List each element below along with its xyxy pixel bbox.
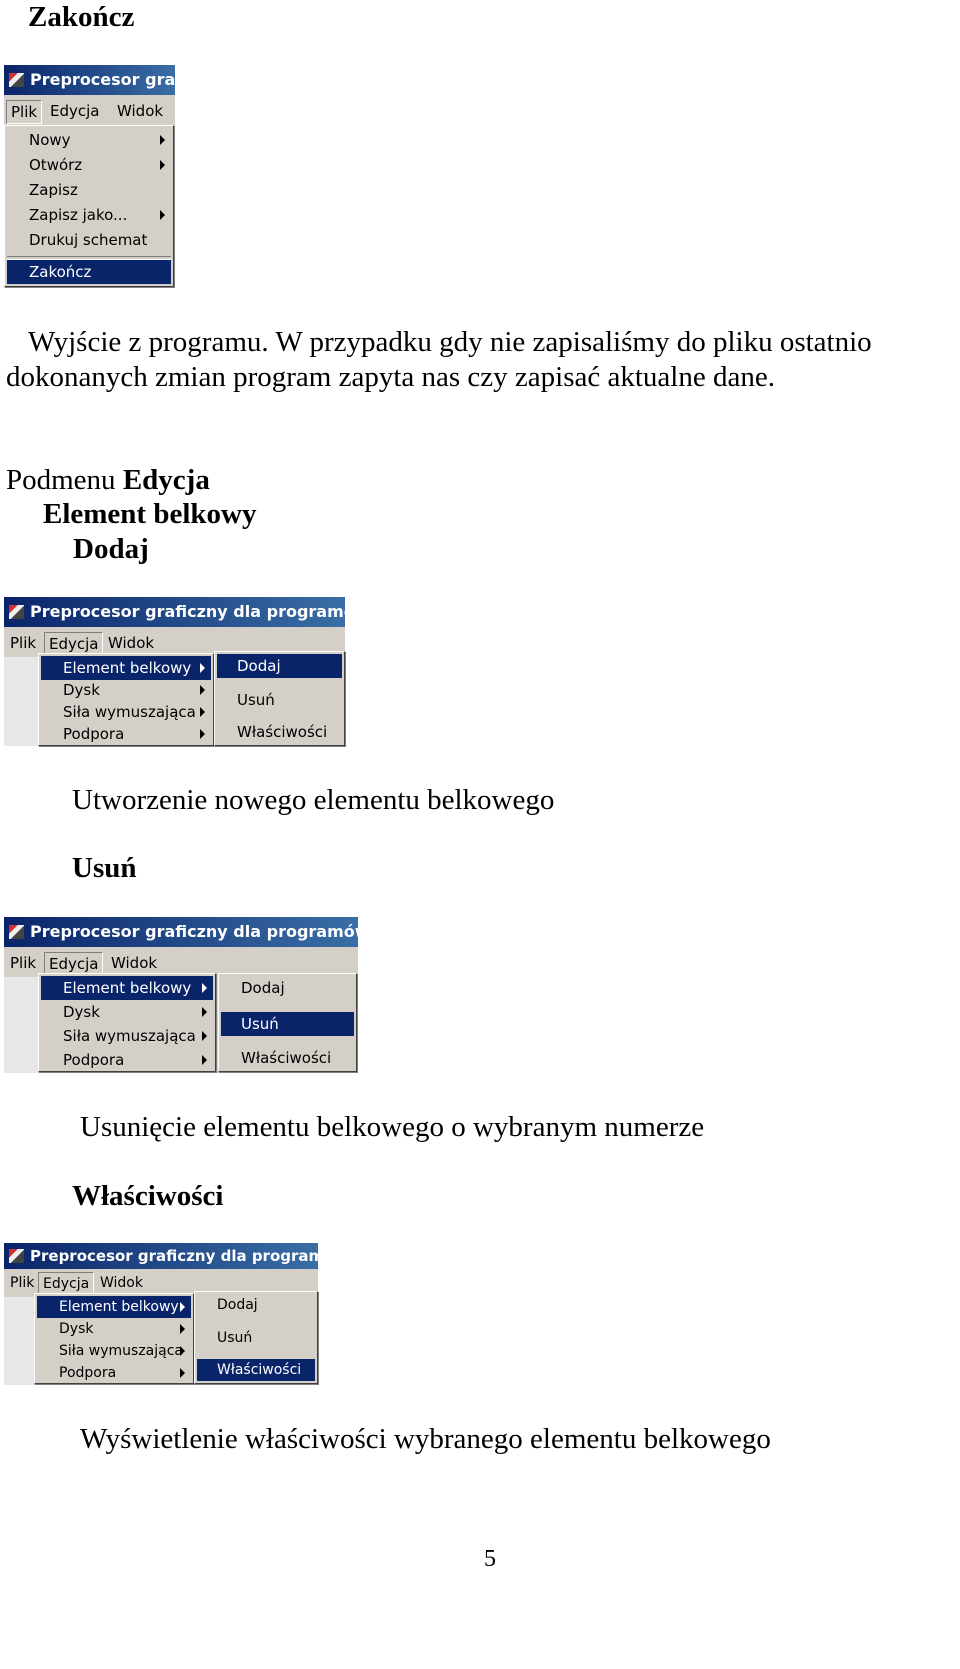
menu-item-sila-wymuszajaca[interactable]: Siła wymuszająca	[41, 700, 211, 724]
menu-edycja[interactable]: Edycja	[38, 1272, 94, 1296]
submenu-item-dodaj[interactable]: Dodaj	[217, 654, 342, 678]
app-icon	[9, 925, 24, 939]
desc-zakoncz-line1: Wyjście z programu. W przypadku gdy nie zapisaliśmy do pliku ostatnio	[28, 326, 872, 358]
edycja-dropdown	[38, 653, 214, 746]
submenu-item-usun[interactable]: Usuń	[237, 691, 275, 709]
submenu-item-usun[interactable]: Usuń	[221, 1012, 354, 1036]
menu-plik[interactable]: Plik	[10, 954, 37, 972]
screenshot-usun	[4, 917, 405, 1073]
podmenu-heading: Podmenu Edycja	[6, 464, 210, 496]
menu-item-dysk[interactable]: Dysk	[41, 1000, 213, 1024]
submenu-arrow-icon	[200, 729, 205, 739]
menu-widok[interactable]: Widok	[100, 1275, 143, 1291]
submenu-arrow-icon	[202, 1031, 207, 1041]
desc-zakoncz-line2: dokonanych zmian program zapyta nas czy zapisać aktualne dane.	[6, 361, 775, 393]
menu-item-sila-wymuszajaca[interactable]: Siła wymuszająca	[41, 1024, 213, 1048]
submenu-arrow-icon	[160, 210, 165, 220]
screenshot-wlasciwosci	[4, 1243, 376, 1385]
dodaj-heading: Dodaj	[73, 533, 149, 565]
submenu-arrow-icon	[160, 135, 165, 145]
menu-item-zapisz-jako[interactable]: Zapisz jako...	[7, 203, 171, 227]
menu-bar	[4, 95, 175, 125]
submenu-arrow-icon	[200, 707, 205, 717]
plik-dropdown	[4, 125, 174, 287]
desc-usun: Usunięcie elementu belkowego o wybranym numerze	[80, 1111, 705, 1143]
submenu-item-wlasciwosci[interactable]: Właściwości	[241, 1049, 332, 1067]
window-title: Preprocesor graficzny dla programów NLI	[4, 917, 358, 947]
menu-widok[interactable]: Widok	[111, 954, 158, 972]
menu-item-element-belkowy[interactable]: Element belkowy	[41, 976, 213, 1000]
usun-heading: Usuń	[72, 852, 137, 884]
submenu-item-usun[interactable]: Usuń	[217, 1330, 253, 1346]
menu-item-zakoncz[interactable]: Zakończ	[7, 260, 171, 284]
menu-item-dysk[interactable]: Dysk	[37, 1318, 191, 1340]
desc-dodaj: Utworzenie nowego elementu belkowego	[72, 784, 555, 816]
submenu-arrow-icon	[200, 685, 205, 695]
app-icon	[9, 605, 24, 619]
screenshot-dodaj	[4, 597, 399, 746]
submenu-arrow-icon	[180, 1368, 185, 1378]
app-icon	[9, 1249, 24, 1263]
app-icon	[9, 73, 24, 87]
menu-edycja[interactable]: Edycja	[50, 102, 100, 120]
menu-item-zapisz[interactable]: Zapisz	[29, 181, 78, 199]
submenu-arrow-icon	[202, 1007, 207, 1017]
menu-item-podpora[interactable]: Podpora	[41, 1048, 213, 1072]
submenu-item-dodaj[interactable]: Dodaj	[217, 1297, 258, 1313]
element-belkowy-submenu	[218, 973, 357, 1072]
submenu-arrow-icon	[180, 1324, 185, 1334]
desc-wlasciwosci: Wyświetlenie właściwości wybranego elementu belkowego	[80, 1423, 771, 1455]
element-belkowy-submenu	[214, 651, 345, 746]
menu-item-dysk[interactable]: Dysk	[41, 678, 211, 702]
submenu-item-wlasciwosci[interactable]: Właściwości	[197, 1359, 315, 1381]
page-number: 5	[484, 1546, 496, 1572]
element-belkowy-heading: Element belkowy	[43, 498, 257, 530]
element-belkowy-submenu	[194, 1291, 318, 1384]
submenu-arrow-icon	[180, 1302, 185, 1312]
menu-item-podpora[interactable]: Podpora	[37, 1362, 191, 1384]
window-title: Preprocesor graficzny dla programów NL	[4, 597, 345, 627]
menu-item-podpora[interactable]: Podpora	[41, 722, 211, 746]
menu-plik[interactable]: Plik	[6, 100, 42, 124]
menu-widok[interactable]: Widok	[108, 634, 155, 652]
menu-item-drukuj-schemat[interactable]: Drukuj schemat	[29, 231, 148, 249]
wlasciwosci-heading: Właściwości	[72, 1180, 224, 1212]
menu-edycja[interactable]: Edycja	[44, 632, 103, 656]
menu-item-element-belkowy[interactable]: Element belkowy	[41, 656, 211, 680]
window-title: Preprocesor graficzny dla programów NL	[4, 1243, 318, 1269]
submenu-arrow-icon	[200, 663, 205, 673]
submenu-arrow-icon	[202, 1055, 207, 1065]
heading-zakoncz: Zakończ	[28, 1, 135, 33]
window-title: Preprocesor grafi	[4, 65, 175, 95]
menu-widok[interactable]: Widok	[117, 102, 164, 120]
background-area	[4, 657, 38, 746]
menu-plik[interactable]: Plik	[10, 1275, 35, 1291]
submenu-item-dodaj[interactable]: Dodaj	[241, 979, 285, 997]
menu-item-sila-wymuszajaca[interactable]: Siła wymuszająca	[59, 1343, 183, 1359]
menu-item-otworz[interactable]: Otwórz	[7, 153, 171, 177]
menu-edycja[interactable]: Edycja	[44, 952, 103, 976]
background-area	[4, 977, 38, 1073]
edycja-dropdown	[34, 1293, 194, 1384]
screenshot-plik-menu	[4, 65, 188, 288]
edycja-dropdown	[38, 973, 216, 1072]
submenu-item-wlasciwosci[interactable]: Właściwości	[237, 723, 328, 741]
background-area	[4, 1297, 34, 1385]
submenu-arrow-icon	[160, 160, 165, 170]
submenu-arrow-icon	[180, 1346, 185, 1356]
menu-item-nowy[interactable]: Nowy	[7, 128, 171, 152]
submenu-arrow-icon	[202, 983, 207, 993]
menu-plik[interactable]: Plik	[10, 634, 37, 652]
menu-item-element-belkowy[interactable]: Element belkowy	[37, 1296, 191, 1318]
